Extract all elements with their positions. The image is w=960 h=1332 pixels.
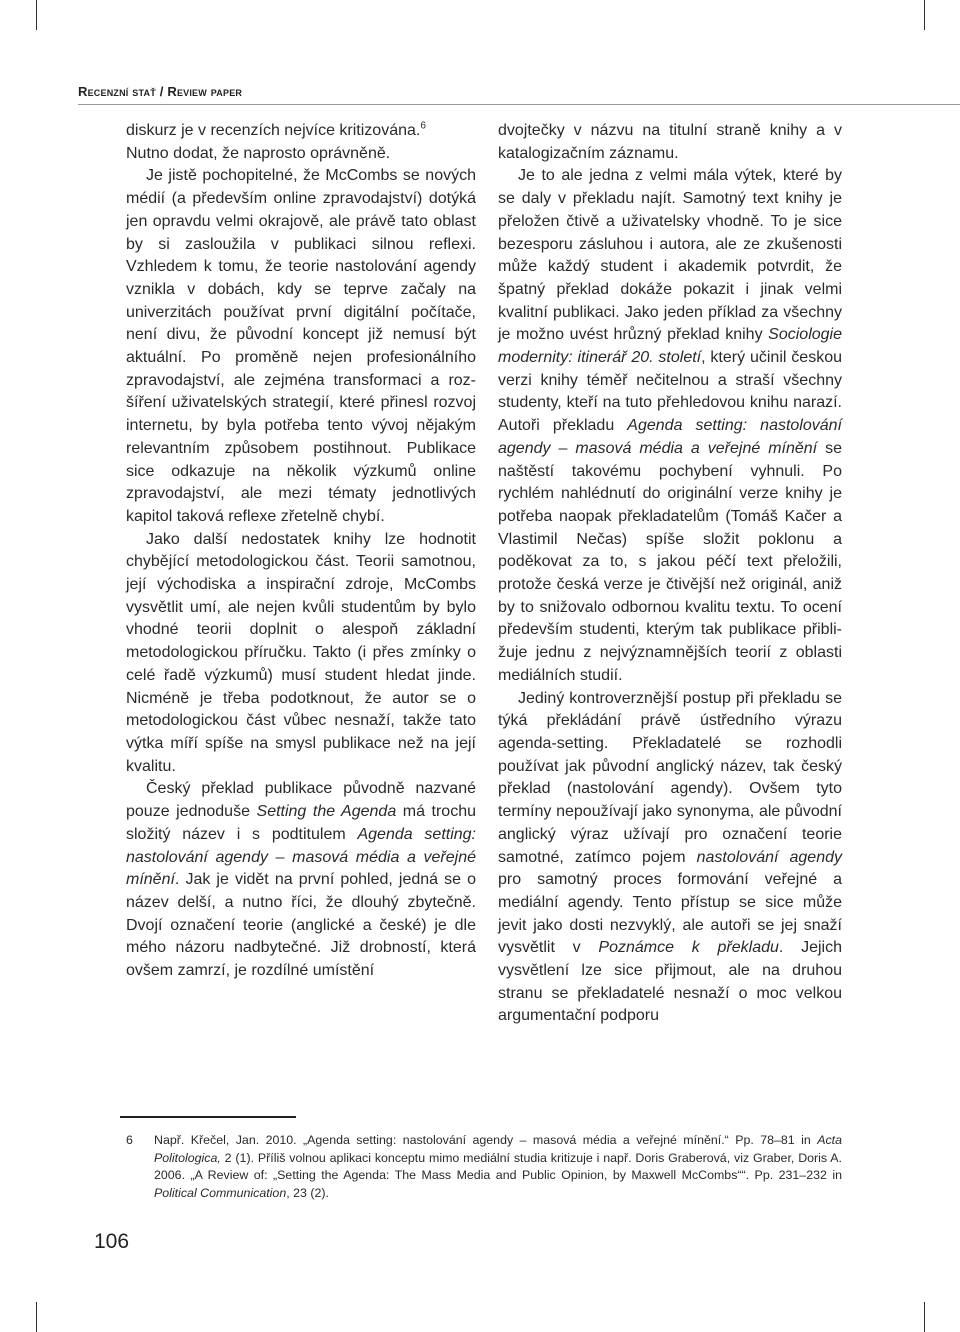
paragraph: Jako další nedostatek knihy lze hodnotit chybějící metodologickou část. Teorii samotnou, její východiska a inspirační zdroje, McCombs vysvětlit umí, ale nejen kvůli studentům by bylo vhodné teorii doplnit o alespoň základní metodologickou příručku. Takto (i přes zmínky o celé řadě výzkumů) musí student hledat jinde. Nicméně je třeba podotknout, že autor se o metodologickou část vůbec nesnaží, takže tato výtka míří spíše na smysl publikace než na její kvalitu.: [126, 530, 476, 775]
header-divider: [78, 104, 960, 105]
footnote: [126, 1132, 842, 1202]
paragraph: Jediný kontroverznější postup při překladu se týká překládání právě ústředního výrazu agenda-setting. Překladatelé se rozhodli používat jak původní anglický název, tak český překlad (nastolování agendy). Ovšem tyto termíny nepoužívají jako synonyma, ale původní anglický výraz užívají pro označení teorie samotné, zatímco pojem nastolování agendy pro samotný proces formování veřejné a mediální agendy. Tento přístup se sice může jevit jako dosti nezvyklý, ale autoři se jej snaží vysvětlit v Poznámce k překladu. Jejich vysvětlení lze sice přijmout, ale na druhou stranu se překladatelé nesnaží o moc velkou argumentační podporu: [498, 689, 843, 1025]
crop-mark: [924, 0, 925, 30]
right-column: [498, 120, 842, 1028]
paragraph: Český překlad publikace původně nazvané pouze jednoduše Setting the Agenda má trochu složitý název i s podtitulem Agenda setting: nastolování agendy – masová média a veřejné mínění. Jak je vidět na první pohled, jedná se o název delší, a nutno říci, že dlouhý zbytečně. Dvojí označení teorie (anglické a české) je dle mého názoru nadbytečné. Již drobností, která ovšem zamrzí, je rozdílné umístění: [126, 780, 477, 980]
footnote-divider: [120, 1116, 296, 1118]
left-column: [126, 120, 476, 983]
paragraph: Je jistě pochopitelné, že McCombs se nových médií (a především online zpravodajství) dotýká jen opravdu velmi okrajově, ale právě tato oblast by si zasloužila v publikaci silnou reflexi. Vzhledem k tomu, že teorie nastolování agendy vznikla v dobách, kdy se teprve začaly na univerzitách používat první digitální počítače, není divu, že původní koncept již nemusí být aktuální. Po proměně nejen profesionálního zpravodajství, ale zejména transformaci a rozšíření uživatelských strategií, které přinesl rozvoj internetu, by byla potřeba tento vývoj nějakým relevantním způsobem postihnout. Publikace sice odkazuje na několik výzkumů online zpravodajství, ale mezi tématy jednotlivých kapitol taková reflexe zřetelně chybí.: [126, 167, 476, 525]
footnote-number: 6: [126, 1133, 133, 1147]
footnote-ref[interactable]: 6: [420, 120, 426, 132]
crop-mark: [924, 1302, 925, 1332]
footnote-text: Např. Křečel, Jan. 2010. „Agenda setting: nastolování agendy – masová média a veřejné mínění.“ Pp. 78–81 in Acta Politologica, 2 (1). Příliš volnou aplikaci konceptu mimo mediální studia kritizuje i např. Doris Graberová, viz Graber, Doris A. 2006. „A Review of: „Setting the Agenda: The Mass Media and Public Opinion, by Maxwell McCombs““. Pp. 231–232 in Political Communication, 23 (2).: [154, 1133, 842, 1200]
crop-mark: [36, 1302, 37, 1332]
crop-mark: [36, 0, 37, 30]
running-header: Recenzní stať / Review paper: [78, 84, 243, 99]
paragraph: diskurz je v recenzích nejvíce kritizována.$^6$ Nutno dodat, že naprosto oprávněně.: [126, 120, 426, 162]
paragraph: Je to ale jedna z velmi mála výtek, které by se daly v překladu najít. Samotný text knihy je přeložen čtivě a uživatelsky vhodně. To je sice bezesporu zásluhou i autora, ale ze zkušenosti může každý student i akademik potvrdit, že špatný překlad dokáže pokazit i jinak velmi kvalitní publikaci. Jako jeden příklad za všechny je možno uvést hrůzný překlad knihy Sociologie modernity: itinerář 20. století, který učinil českou verzi knihy téměř nečitelnou a straší všechny studenty, kteří na tuto přehledovou knihu narazí. Autoři překladu Agenda setting: nastolování agendy – masová média a veřejné mínění se naštěstí takovému pochybení vyhnuli. Po rychlém nahlédnutí do originální verze knihy je potřeba naopak překladatelům (Tomáš Kačer a Vlastimil Nečas) spíše složit poklonu a poděkovat za to, s jakou péčí text přeložili, protože česká verze je čtivější než originál, aniž by to snižovalo odbornou kvalitu textu. To ocení především studenti, kterým tak publikace přibližuje jednu z nejvýznamnějších teorií z oblasti mediálních studií.: [498, 167, 843, 684]
page-number: 106: [94, 1230, 130, 1253]
paragraph: dvojtečky v názvu na titulní straně knihy a v katalogizačním záznamu.: [498, 122, 842, 162]
